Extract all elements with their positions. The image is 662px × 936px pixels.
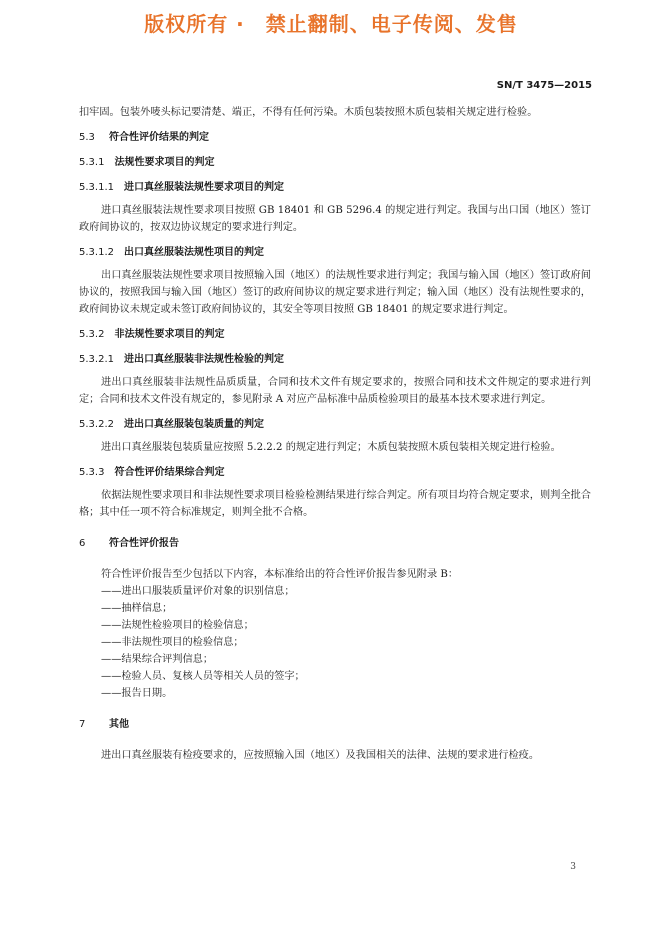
list-item: ——检验人员、复核人员等相关人员的签字； — [101, 671, 305, 682]
list-item: ——报告日期。 — [101, 688, 173, 699]
watermark: 版权所有 · 禁止翻制、电子传阅、发售 — [144, 12, 518, 36]
standard-number: SN/T 3475—2015 — [496, 80, 592, 91]
heading-title: 符合性评价结果的判定 — [109, 132, 209, 143]
heading-5-3-3 — [79, 464, 591, 481]
heading-number: 6 — [79, 538, 86, 549]
paragraph-5-3-2-1: 进出口真丝服装非法规性品质质量，合同和技术文件有规定要求的，按照合同和技术文件规定的要求进行判定；合同和技术文件没有规定的，参见附录 A 对应产品标准中品质检验项目的最基本技术要求进行判定。 — [79, 377, 591, 405]
heading-number: 7 — [79, 719, 86, 730]
heading-title: 符合性评价结果综合判定 — [114, 467, 225, 478]
heading-7 — [79, 716, 591, 733]
list-item: ——非法规性项目的检验信息； — [101, 637, 244, 648]
heading-number: 5.3 — [79, 132, 95, 143]
list-item: ——法规性检验项目的检验信息； — [101, 620, 254, 631]
heading-title: 进出口真丝服装包装质量的判定 — [124, 419, 264, 430]
heading-title: 其他 — [109, 719, 129, 730]
list-item: ——抽样信息； — [101, 603, 173, 614]
heading-title: 法规性要求项目的判定 — [114, 157, 215, 168]
heading-title: 符合性评价报告 — [109, 538, 179, 549]
document-body — [79, 104, 591, 764]
heading-title: 进出口真丝服装非法规性检验的判定 — [124, 354, 284, 365]
heading-number: 5.3.3 — [79, 467, 105, 478]
heading-5-3-1-1 — [79, 179, 591, 196]
paragraph-6: 符合性评价报告至少包括以下内容，本标准给出的符合性评价报告参见附录 B： — [101, 569, 459, 580]
heading-number: 5.3.2.2 — [79, 419, 114, 430]
paragraph-5-3-3: 依据法规性要求项目和非法规性要求项目检验检测结果进行综合判定。所有项目均符合规定要求，则判全批合格；其中任一项不符合标准规定，则判全批不合格。 — [79, 490, 591, 518]
heading-5-3-2-2 — [79, 416, 591, 433]
heading-6 — [79, 535, 591, 552]
heading-title: 出口真丝服装法规性项目的判定 — [124, 247, 264, 258]
heading-title: 进口真丝服装法规性要求项目的判定 — [124, 182, 284, 193]
heading-number: 5.3.2.1 — [79, 354, 114, 365]
heading-number: 5.3.1.2 — [79, 247, 114, 258]
list-item: ——结果综合评判信息； — [101, 654, 214, 665]
heading-5-3 — [79, 129, 591, 146]
heading-number: 5.3.2 — [79, 329, 105, 340]
heading-5-3-2-1 — [79, 351, 591, 368]
heading-5-3-1 — [79, 154, 591, 171]
heading-number: 5.3.1 — [79, 157, 105, 168]
page-number: 3 — [570, 862, 576, 872]
paragraph-5-3-2-2: 进出口真丝服装包装质量应按照 5.2.2.2 的规定进行判定；木质包装按照木质包装相关规定进行检验。 — [101, 442, 561, 453]
list-item: ——进出口服装质量评价对象的识别信息； — [101, 586, 295, 597]
heading-title: 非法规性要求项目的判定 — [114, 329, 225, 340]
paragraph-5-3-1-1: 进口真丝服装法规性要求项目按照 GB 18401 和 GB 5296.4 的规定进行判定。我国与出口国（地区）签订政府间协议的，按双边协议规定的要求进行判定。 — [79, 205, 591, 233]
heading-number: 5.3.1.1 — [79, 182, 114, 193]
paragraph-7: 进出口真丝服装有检疫要求的，应按照输入国（地区）及我国相关的法律、法规的要求进行检疫。 — [101, 750, 540, 761]
paragraph-5-3-1-2: 出口真丝服装法规性要求项目按照输入国（地区）的法规性要求进行判定；我国与输入国（地区）签订政府间协议的，按照我国与输入国（地区）签订的政府间协议的规定要求进行判定；输入国（地区）没有法规性要求的，政府间协议未规定或未签订政府间协议的，其安全等项目按照 GB 18401 的规定要求进行判定。 — [79, 270, 591, 315]
heading-5-3-2 — [79, 326, 591, 343]
heading-5-3-1-2 — [79, 244, 591, 261]
intro-line: 扣牢固。包装外唛头标记要清楚、端正，不得有任何污染。木质包装按照木质包装相关规定进行检验。 — [79, 107, 538, 118]
